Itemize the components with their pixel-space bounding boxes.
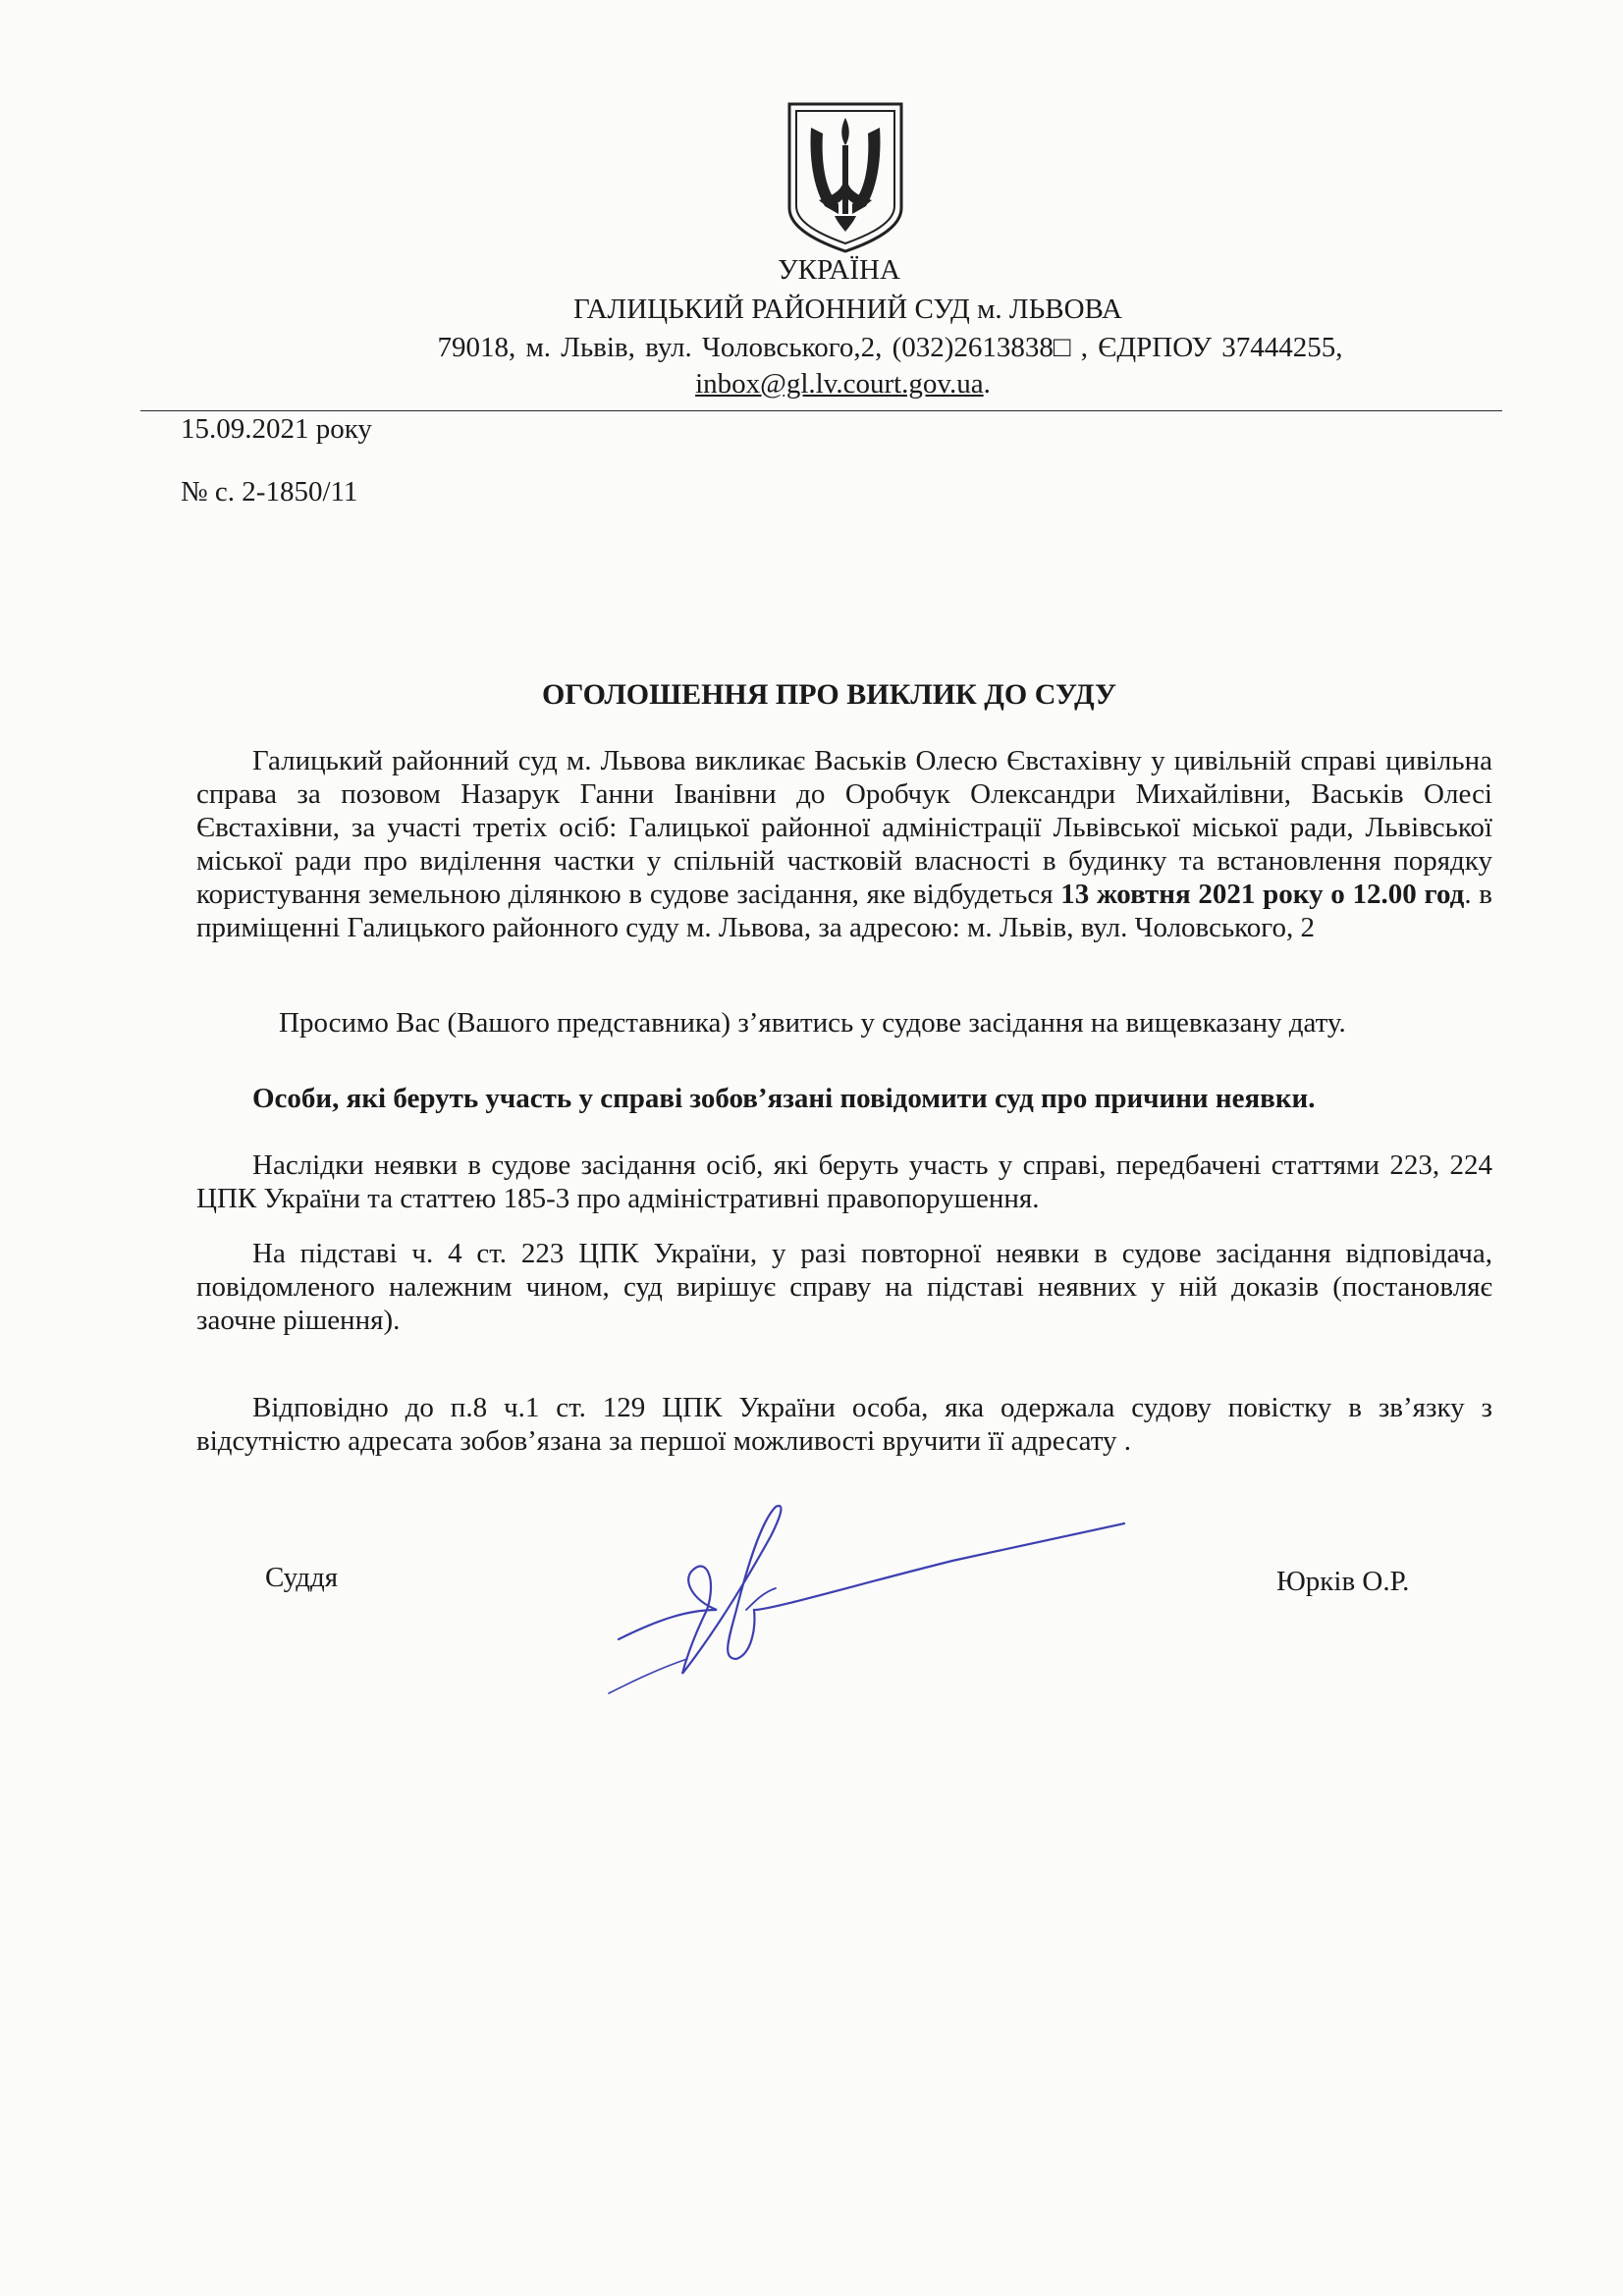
header-court-name: ГАЛИЦЬКИЙ РАЙОННИЙ СУД м. ЛЬВОВА: [572, 294, 1122, 325]
handwritten-signature: [599, 1463, 1149, 1718]
document-title: ОГОЛОШЕННЯ ПРО ВИКЛИК ДО СУДУ: [541, 678, 1117, 711]
coat-of-arms-of-ukraine-icon: [784, 98, 907, 255]
paragraph-consequences: Наслідки неявки в судове засідання осіб, які беруть участь у справі, передбачені статтями 223, 224 ЦПК України та статтею 185-3 про адміністративні правопорушення.: [196, 1149, 1492, 1214]
paragraph-request: Просимо Вас (Вашого представника) з’явитись у судове засідання на вищевказану дату.: [279, 1007, 1346, 1039]
paragraph-delivery: Відповідно до п.8 ч.1 ст. 129 ЦПК України особа, яка одержала судову повістку в зв’язку з відсутністю адресата зобов’язана за першої можливості вручити її адресату .: [196, 1392, 1492, 1457]
header-email-line: [31, 367, 1623, 400]
paragraph-obligation: Особи, які беруть участь у справі зобов’язані повідомити суд про причини неявки.: [252, 1083, 1316, 1114]
case-number: № с. 2-1850/11: [181, 476, 358, 507]
paragraph-summons: [196, 744, 1492, 944]
document-date: 15.09.2021 року: [181, 413, 372, 445]
judge-name: Юрків О.Р.: [1276, 1566, 1410, 1597]
header-country: УКРАЇНА: [778, 254, 900, 286]
paragraph-summons-text-c: . в приміщенні Галицького районного суду м. Львова, за адресою: м. Львів, вул. Чоловського, 2: [196, 879, 1492, 943]
header-divider: [140, 410, 1502, 411]
header-email-suffix: .: [983, 368, 991, 400]
paragraph-legal-basis: На підставі ч. 4 ст. 223 ЦПК України, у разі повторної неявки в судове засідання відповідача, повідомленого належним чином, суд вирішує справу на підставі неявних у ній доказів (постановляє заочне рішення).: [196, 1238, 1492, 1336]
hearing-datetime: 13 жовтня 2021 року о 12.00 год: [1060, 879, 1465, 910]
header-email[interactable]: inbox@gl.lv.court.gov.ua: [695, 368, 984, 400]
header-address: 79018, м. Львів, вул. Чоловського,2, (032)2613838□ , ЄДРПОУ 37444255,: [437, 332, 1343, 363]
paragraph-summons-text-a: Галицький районний суд м. Львова викликає Васьків Олесю Євстахівну у цивільній справі цивільна справа за позовом Назарук Ганни Іванівни до Оробчук Олександри Михайлівни, Васьків Олесі Євстахівни, за участі третіх осіб: Галицької районної адміністрації Львівської міської ради, Львівської міської ради про виділення частки у спільній частковій власності в будинку та встановлення порядку користування земельною ділянкою в судове засідання, яке відбудеться: [196, 745, 1492, 910]
judge-label: Суддя: [265, 1562, 339, 1593]
